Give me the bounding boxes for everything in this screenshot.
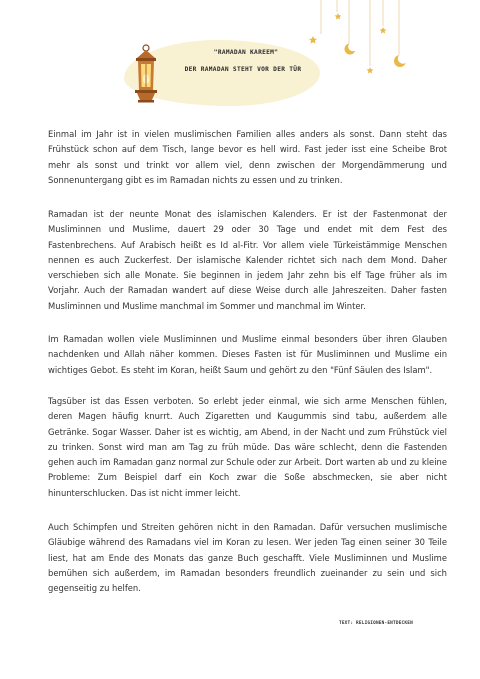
source-credit: TEXT: RELIGIONEN-ENTDECKEN <box>339 621 413 626</box>
paragraph-3: Im Ramadan wollen viele Musliminnen und Muslime einmal besonders über ihren Glauben nachdenken und Allah näher kommen. Dieses Fasten ist für Musliminnen und Muslime ein wichtiges Gebot. Es steht im Koran, heißt Saum und gehört zu den "Fünf Säulen des Islam". <box>48 334 447 375</box>
star-icon <box>380 27 387 34</box>
crescent-moon-icon <box>345 42 358 55</box>
header-banner <box>0 0 480 120</box>
crescent-moon-icon <box>394 53 408 67</box>
decoration-layer <box>0 0 480 120</box>
paragraph-2: Ramadan ist der neunte Monat des islamischen Kalenders. Er ist der Fastenmonat der Musliminnen und Muslime, dauert 29 oder 30 Tage und endet mit dem Fest des Fastenbrechens. Auf Arabisch heißt es Id al-Fitr. Vor allem viele Türkeistämmige Menschen nennen es auch Zuckerfest. Der islamische Kalender richtet sich nach dem Mond. Daher verschieben sich alle Monate. Sie beginnen in jedem Jahr zehn bis elf Tage früher als im Vorjahr. Auch der Ramadan wandert auf diese Weise durch alle Jahreszeiten. Daher fasten Musliminnen und Muslime manchmal im Sommer und manchmal im Winter. <box>48 209 447 311</box>
paragraph-4: Tagsüber ist das Essen verboten. So erlebt jeder einmal, wie sich arme Menschen fühlen, deren Magen häufig knurrt. Auch Zigaretten und Kaugummis sind tabu, außerdem alle Getränke. Sogar Wasser. Daher ist es wichtig, am Abend, in der Nacht und zum Frühstück viel zu trinken. Sonst wird man am Tag zu früh müde. Das wäre schlecht, denn die Fastenden gehen auch im Ramadan ganz normal zur Schule oder zur Arbeit. Dort warten ab und zu kleine Probleme: Zum Beispiel darf ein Koch zwar die Soße abschmecken, sie aber nicht hinunterschlucken. Das ist nicht immer leicht. <box>48 396 447 498</box>
paragraph-5: Auch Schimpfen und Streiten gehören nicht in den Ramadan. Dafür versuchen muslimische Gläubige während des Ramadans viel im Koran zu lesen. Wer jeden Tag einen seiner 30 Teile liest, hat am Ende des Monats das ganze Buch geschafft. Viele Musliminnen und Muslime bemühen sich außerdem, im Ramadan besonders freundlich zueinander zu sein und sich gegenseitig zu helfen. <box>48 522 447 594</box>
page-title: "RAMADAN KAREEM" <box>213 49 279 56</box>
lantern-icon <box>135 45 157 103</box>
page-subtitle: DER RAMADAN STEHT VOR DER TÜR <box>184 66 302 73</box>
paragraph-1: Einmal im Jahr ist in vielen muslimischen Familien alles anders als sonst. Dann steht das Frühstück schon auf dem Tisch, lange bevor es hell wird. Fast jeder isst eine Scheibe Brot mehr als sonst und trinkt vor allem viel, denn zwischen der Morgendämmerung und Sonnenuntergang gibt es im Ramadan nichts zu essen und zu trinken. <box>48 129 447 185</box>
star-icon <box>309 36 317 44</box>
star-icon <box>367 67 374 74</box>
star-icon <box>335 13 342 20</box>
